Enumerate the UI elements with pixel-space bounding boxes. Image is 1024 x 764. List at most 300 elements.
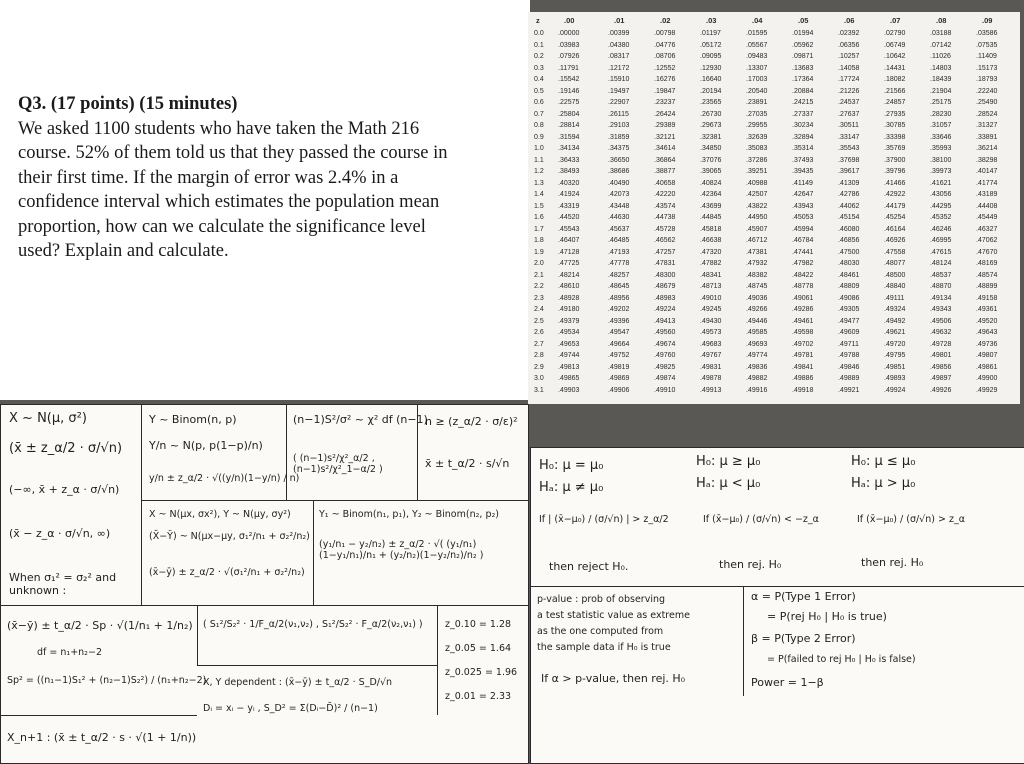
z-value: 0.2	[534, 53, 544, 60]
z-table-cell: .34614	[654, 145, 676, 152]
z-table-cell: .47257	[654, 248, 676, 256]
z-table-cell: .49913	[700, 386, 722, 394]
z-table-cell: .48899	[976, 283, 998, 290]
z-table-cell: .49886	[792, 375, 814, 382]
z-table-cell: .49506	[930, 317, 952, 325]
z-table-cell: .31057	[930, 122, 952, 129]
z-table-cell: .35993	[930, 145, 952, 152]
z-table-cell: .48169	[976, 260, 998, 267]
z-table-col-header: .04	[752, 16, 763, 25]
z-table-cell: .07926	[558, 53, 580, 60]
z-table-row	[528, 76, 1020, 86]
z-table-cell: .15910	[608, 76, 630, 83]
z-table-cell: .49430	[700, 317, 722, 325]
z-table-cell: .26730	[700, 110, 722, 118]
two-sided-ha: Hₐ: μ ≠ μ₀	[539, 480, 604, 495]
z-table-row	[528, 53, 1020, 63]
z-table-cell: .49266	[746, 306, 768, 313]
z-table-cell: .14803	[930, 64, 952, 72]
z-table-cell: .35314	[792, 145, 814, 152]
z-table-cell: .09095	[700, 53, 722, 60]
z-table-cell: .49767	[700, 352, 722, 359]
sp-formula: Sp² = ((n₁−1)S₁² + (n₂−1)S₂²) / (n₁+n₂−2)	[7, 675, 207, 686]
z-value: 0.3	[534, 64, 544, 72]
z-table-cell: .49774	[746, 352, 768, 359]
z-table-cell: .49396	[608, 317, 630, 325]
binom-approx: Y/n ~ N(p, p(1−p)/n)	[149, 439, 263, 452]
diff-normal: (X̄−Ȳ) ~ N(μx−μy, σ₁²/n₁ + σ₂²/n₂)	[149, 531, 310, 542]
divider	[1, 715, 197, 716]
z-table-cell: .05962	[792, 41, 814, 49]
z-table-cell: .19847	[654, 87, 676, 95]
z-table-cell: .12552	[654, 64, 676, 72]
z-table-cell: .41924	[558, 191, 580, 198]
z-table-cell: .47982	[792, 260, 814, 267]
z-value: 1.1	[534, 156, 544, 164]
z-table-cell: .49752	[608, 352, 630, 359]
z-table-cell: .49801	[930, 352, 952, 359]
z-table-cell: .46327	[976, 225, 998, 233]
ci-two-sided: (x̄ ± z_α/2 · σ/√n)	[9, 441, 123, 456]
z-table-cell: .12930	[700, 64, 722, 72]
z-table-cell: .45818	[700, 225, 722, 233]
equal-var-note: When σ₁² = σ₂² and unknown :	[9, 571, 117, 597]
z-table-cell: .49134	[930, 294, 952, 302]
z-table-cell: .47128	[558, 248, 580, 256]
two-sided-rule: If | (x̄−μ₀) / (σ/√n) | > z_α/2	[539, 514, 669, 525]
z-table-cell: .49846	[838, 363, 860, 371]
z-table-cell: .00798	[654, 30, 676, 37]
z-table-cell: .45449	[976, 214, 998, 221]
z-table-cell: .05172	[700, 41, 722, 49]
z-table-cell: .46995	[930, 237, 952, 244]
z-table-cell: .49882	[746, 375, 768, 382]
z-table-cell: .49683	[700, 340, 722, 348]
z-table-cell: .22907	[608, 99, 630, 106]
z-table-cell: .47882	[700, 260, 722, 267]
left-rule: If (x̄−μ₀) / (σ/√n) < −z_α	[703, 514, 819, 525]
p-value-line: p-value : prob of observing	[537, 594, 666, 605]
z-table-row	[528, 157, 1020, 167]
z-table-cell: .25175	[930, 99, 952, 106]
z-table-cell: .49841	[792, 363, 814, 371]
right-ha: Hₐ: μ > μ₀	[851, 476, 916, 491]
z-table-cell: .49926	[930, 386, 952, 394]
z-table-cell: .48300	[654, 271, 676, 279]
z-table-cell: .22240	[976, 87, 998, 95]
z-table-row	[528, 364, 1020, 374]
z-table-cell: .25804	[558, 110, 580, 118]
z-table-cell: .28524	[976, 110, 998, 118]
z-table-cell: .11026	[930, 53, 951, 60]
divider	[141, 405, 142, 605]
z-table-col-header: .03	[706, 16, 717, 25]
right-rule: If (x̄−μ₀) / (σ/√n) > z_α	[857, 514, 965, 525]
pooled-ci: (x̄−ȳ) ± t_α/2 · Sp · √(1/n₁ + 1/n₂)	[7, 619, 193, 632]
z-table-cell: .44062	[838, 202, 860, 210]
error-line: = P(failed to rej H₀ | H₀ is false)	[767, 654, 916, 665]
z-value: 2.7	[534, 340, 544, 348]
z-table-cell: .03188	[930, 30, 952, 37]
z-table-cell: .41309	[838, 179, 860, 187]
z-table-cell: .13683	[792, 64, 814, 72]
z-table-cell: .03586	[976, 30, 998, 37]
left-conclusion: then rej. H₀	[719, 558, 782, 571]
z-table-cell: .36864	[654, 156, 676, 164]
prediction-interval: X_n+1 : (x̄ ± t_α/2 · s · √(1 + 1/n))	[7, 731, 197, 744]
z-table-cell: .17003	[746, 76, 768, 83]
z-table-cell: .49781	[792, 352, 814, 359]
left-ha: Hₐ: μ < μ₀	[696, 476, 761, 491]
hypothesis-sheet	[530, 447, 1024, 764]
z-table-cell: .09871	[792, 53, 814, 60]
z-table-row	[528, 272, 1020, 282]
z-table-cell: .48257	[608, 271, 630, 279]
question-panel	[0, 0, 530, 400]
z-table-cell: .45154	[838, 214, 860, 221]
z-table-cell: .49492	[884, 317, 906, 325]
z-table-cell: .39065	[700, 168, 722, 175]
z-table-cell: .49702	[792, 340, 814, 348]
z-table-cell: .31594	[558, 133, 580, 141]
z-table-cell: .42364	[700, 191, 722, 198]
z-table-cell: .49878	[700, 375, 722, 382]
z-table-cell: .49916	[746, 386, 768, 394]
z-table-cell: .41774	[976, 179, 998, 187]
z-table-cell: .44408	[976, 202, 998, 210]
z-table-cell: .49831	[700, 363, 722, 371]
z-table-cell: .49573	[700, 329, 722, 336]
z-table-cell: .32381	[700, 133, 722, 141]
z-table-row	[528, 134, 1020, 144]
z-table-cell: .49461	[792, 317, 814, 325]
z-table-cell: .49598	[792, 329, 814, 336]
z-value: 1.2	[534, 168, 544, 175]
p-rule: If α > p-value, then rej. H₀	[541, 672, 686, 685]
divider	[437, 605, 438, 715]
z-table-cell: .43822	[746, 202, 768, 210]
z-table-cell: .48840	[884, 283, 906, 290]
z-table-cell: .29389	[654, 122, 676, 129]
z-table-cell: .23237	[654, 99, 676, 106]
z-table-cell: .42073	[608, 191, 630, 198]
z-table-cell: .10642	[884, 53, 906, 60]
z-table-cell: .40490	[608, 179, 630, 187]
z-table-cell: .42220	[654, 191, 676, 198]
z-table-cell: .49621	[884, 329, 906, 336]
z-table-cell: .48341	[700, 271, 722, 279]
z-table-cell: .29103	[608, 122, 630, 129]
ci-upper: (x̄ − z_α · σ/√n, ∞)	[9, 527, 111, 540]
z-table-cell: .04380	[608, 41, 630, 49]
z-table-cell: .17724	[838, 76, 860, 83]
z-table-cell: .47381	[746, 248, 768, 256]
z-table-cell: .48574	[976, 271, 998, 279]
z-table-cell: .00399	[608, 30, 630, 37]
z-table-cell: .15173	[976, 64, 998, 72]
z-value: 1.5	[534, 202, 544, 210]
z-table-row	[528, 318, 1020, 328]
z-table-cell: .26424	[654, 110, 676, 118]
z-table-cell: .23565	[700, 99, 722, 106]
z-table-cell: .49807	[976, 352, 998, 359]
z-table-cell: .49111	[884, 294, 905, 302]
z-table-cell: .11791	[558, 64, 579, 72]
prop-ci: y/n ± z_α/2 · √((y/n)(1−y/n) / n)	[149, 473, 300, 484]
z-table-cell: .46246	[930, 225, 952, 233]
z-table-cell: .33646	[930, 133, 952, 141]
z-table-cell: .41621	[930, 179, 952, 187]
z-table-cell: .29955	[746, 122, 768, 129]
z-table-cell: .39435	[792, 168, 814, 175]
z-table-cell: .47932	[746, 260, 768, 267]
z-table-cell: .42786	[838, 191, 860, 198]
z-table-cell: .38877	[654, 168, 676, 175]
binom-two: Y₁ ~ Binom(n₁, p₁), Y₂ ~ Binom(n₂, p₂)	[319, 509, 499, 520]
z-table-cell: .41466	[884, 179, 906, 187]
z-table-cell: .35543	[838, 145, 860, 152]
z-table-cell: .49760	[654, 352, 676, 359]
z-table-cell: .36433	[558, 156, 580, 164]
left-h0: H₀: μ ≥ μ₀	[696, 454, 761, 469]
z-table-row	[528, 387, 1020, 397]
p-value-line: as the one computed from	[537, 626, 664, 637]
z-table-cell: .05567	[746, 41, 768, 49]
z-table-cell: .49324	[884, 306, 906, 313]
z-table-cell: .36650	[608, 156, 630, 164]
z-table-cell: .43574	[654, 202, 676, 210]
z-table-cell: .32894	[792, 133, 814, 141]
question-text	[18, 92, 448, 264]
z-table-cell: .49744	[558, 352, 580, 359]
z-table-cell: .44179	[884, 202, 906, 210]
z-table-cell: .49736	[976, 340, 998, 348]
z-table-cell: .47725	[558, 260, 580, 267]
z-table-cell: .08706	[654, 53, 676, 60]
z-table-row	[528, 375, 1020, 385]
z-table-row	[528, 260, 1020, 270]
z-table-cell: .42922	[884, 191, 906, 198]
z-table-row	[528, 352, 1020, 362]
z-table-cell: .40824	[700, 179, 722, 187]
z-table-cell: .40658	[654, 179, 676, 187]
z-table-cell: .37698	[838, 156, 860, 164]
z-table-cell: .46784	[792, 237, 814, 244]
z-table-cell: .49036	[746, 294, 768, 302]
z-table-cell: .14058	[838, 64, 860, 72]
z-table-cell: .42507	[746, 191, 768, 198]
mean-ci-t: x̄ ± t_α/2 · s/√n	[425, 457, 510, 470]
z-table-cell: .49413	[654, 317, 676, 325]
z-table-cell: .03983	[558, 41, 580, 49]
z-table-col-header: .02	[660, 16, 671, 25]
z-table-cell: .49903	[558, 386, 580, 394]
z-table-cell: .45352	[930, 214, 952, 221]
z-table-col-header: .08	[936, 16, 947, 25]
z-table-cell: .49305	[838, 306, 860, 313]
z-table-cell: .15542	[558, 76, 580, 83]
z-table-cell: .49202	[608, 306, 630, 313]
z-table-cell: .49889	[838, 375, 860, 382]
z-table-cell: .17364	[792, 76, 814, 83]
z-table-cell: .49547	[608, 329, 630, 336]
prop-diff-ci: (y₁/n₁ − y₂/n₂) ± z_α/2 · √( (y₁/n₁)(1−y₁/n₁)/n₁ + (y₂/n₂)(1−y₂/n₂)/n₂ )	[319, 539, 484, 561]
z-table-cell: .11409	[976, 53, 997, 60]
z-table-cell: .49819	[608, 363, 630, 371]
z-table-cell: .49869	[608, 375, 630, 382]
z-table-cell: .48077	[884, 260, 906, 267]
z-table-row	[528, 237, 1020, 247]
z-table-cell: .49921	[838, 386, 860, 394]
z-table-row	[528, 42, 1020, 52]
z-table-cell: .49245	[700, 306, 722, 313]
z-value: 2.9	[534, 363, 544, 371]
z-value: 0.0	[534, 30, 544, 37]
z-table-cell: .45994	[792, 225, 814, 233]
z-table-col-header: .01	[614, 16, 625, 25]
z-table-cell: .49664	[608, 340, 630, 348]
p-value-line: a test statistic value as extreme	[537, 610, 690, 621]
z-table-cell: .44295	[930, 202, 952, 210]
z-table-cell: .07535	[976, 41, 998, 49]
z-table-cell: .44630	[608, 214, 630, 221]
z-table-cell: .09483	[746, 53, 768, 60]
z-table-cell: .48928	[558, 294, 580, 302]
z-table-cell: .44950	[746, 214, 768, 221]
z-table-cell: .47320	[700, 248, 722, 256]
paired: X, Y dependent : (x̄−ȳ) ± t_α/2 · S_D/√n	[203, 677, 393, 688]
z-table-cell: .45053	[792, 214, 814, 221]
two-sided-h0: H₀: μ = μ₀	[539, 458, 604, 473]
z-value: 2.5	[534, 317, 544, 325]
question-header: Q3. (17 points) (15 minutes)	[18, 94, 238, 114]
normal-dist: X ~ N(μ, σ²)	[9, 411, 87, 426]
z-table-cell: .28230	[930, 110, 952, 118]
z-table-row	[528, 341, 1020, 351]
z-table-cell: .47778	[608, 260, 630, 267]
z-value: 1.0	[534, 145, 544, 152]
z-table-cell: .49379	[558, 317, 580, 325]
z-table-cell: .20884	[792, 87, 814, 95]
z-table-cell: .49900	[976, 375, 998, 382]
z-table-cell: .47615	[930, 248, 952, 256]
z-table-cell: .47831	[654, 260, 676, 267]
z-table-row	[528, 306, 1020, 316]
z-table	[528, 12, 1020, 404]
z-table-cell: .21566	[884, 87, 906, 95]
z-value: 1.4	[534, 191, 544, 198]
z-table-cell: .01994	[792, 30, 814, 37]
z-table-cell: .41149	[792, 179, 813, 187]
z-table-cell: .16640	[700, 76, 722, 83]
z-table-cell: .49851	[884, 363, 906, 371]
z-table-cell: .43319	[558, 202, 580, 210]
z-table-cell: .39796	[884, 168, 906, 175]
z-table-cell: .49632	[930, 329, 952, 336]
z-table-cell: .39617	[838, 168, 860, 175]
divider	[531, 586, 1024, 587]
z-table-cell: .46407	[558, 237, 580, 244]
z-table-cell: .48461	[838, 271, 860, 279]
z-table-cell: .47441	[792, 248, 814, 256]
divider	[743, 586, 744, 696]
z-value: 3.0	[534, 375, 544, 382]
z-table-cell: .30234	[792, 122, 814, 129]
z-table-cell: .01197	[700, 30, 721, 37]
z-table-cell: .24857	[884, 99, 906, 106]
z-table-z-header: z	[536, 16, 540, 25]
z-table-row	[528, 65, 1020, 75]
ci-lower: (−∞, x̄ + z_α · σ/√n)	[9, 483, 120, 496]
z-table-cell: .36214	[976, 145, 998, 152]
z-table-col-header: .07	[890, 16, 901, 25]
z-table-cell: .13307	[746, 64, 768, 72]
z-table-cell: .38298	[976, 156, 998, 164]
z-value: 1.9	[534, 248, 544, 256]
z-table-cell: .28814	[558, 122, 580, 129]
z-table-cell: .16276	[654, 76, 676, 83]
divider	[1, 605, 528, 606]
z-table-cell: .34850	[700, 145, 722, 152]
z-table-cell: .49693	[746, 340, 768, 348]
z-table-cell: .46164	[884, 225, 906, 233]
z-table-row	[528, 88, 1020, 98]
z-table-cell: .19497	[608, 87, 630, 95]
z-table-col-header: .00	[564, 16, 575, 25]
z-value: 0.4	[534, 76, 544, 83]
divider	[197, 605, 198, 665]
two-sided-conclusion: then reject H₀.	[549, 560, 629, 573]
z-table-cell: .47670	[976, 248, 998, 256]
z-table-cell: .38686	[608, 168, 630, 175]
z-table-cell: .40988	[746, 179, 768, 187]
z-table-cell: .49893	[884, 375, 906, 382]
z-table-cell: .47500	[838, 248, 860, 256]
z-table-cell: .45637	[608, 225, 630, 233]
z-table-cell: .48713	[700, 283, 722, 290]
z-table-cell: .49534	[558, 329, 580, 336]
z-table-cell: .43943	[792, 202, 814, 210]
z-table-cell: .48537	[930, 271, 952, 279]
z-table-cell: .48422	[792, 271, 814, 279]
z-table-cell: .45543	[558, 225, 580, 233]
z-table-cell: .47558	[884, 248, 906, 256]
z-table-cell: .49788	[838, 352, 860, 359]
z-table-col-header: .06	[844, 16, 855, 25]
z-table-cell: .27637	[838, 110, 860, 118]
z-table-cell: .48030	[838, 260, 860, 267]
z-table-cell: .49856	[930, 363, 952, 371]
z-table-cell: .49560	[654, 329, 676, 336]
z-table-cell: .47062	[976, 237, 998, 244]
two-normals: X ~ N(μx, σx²), Y ~ N(μy, σy²)	[149, 509, 291, 520]
z-table-col-header: .05	[798, 16, 809, 25]
z-table-cell: .49520	[976, 317, 998, 325]
z-table-cell: .46485	[608, 237, 630, 244]
z-table-cell: .19146	[558, 87, 580, 95]
z-table-cell: .46926	[884, 237, 906, 244]
z-table-cell: .21226	[838, 87, 860, 95]
z-table-cell: .49813	[558, 363, 580, 371]
z-table-cell: .49924	[884, 386, 906, 394]
z-table-row	[528, 99, 1020, 109]
z-value: 2.0	[534, 260, 544, 267]
z-table-cell: .49674	[654, 340, 676, 348]
z-table-cell: .25490	[976, 99, 998, 106]
z-table-cell: .46712	[746, 237, 768, 244]
z-value: 0.7	[534, 110, 544, 118]
z-table-cell: .46856	[838, 237, 860, 244]
